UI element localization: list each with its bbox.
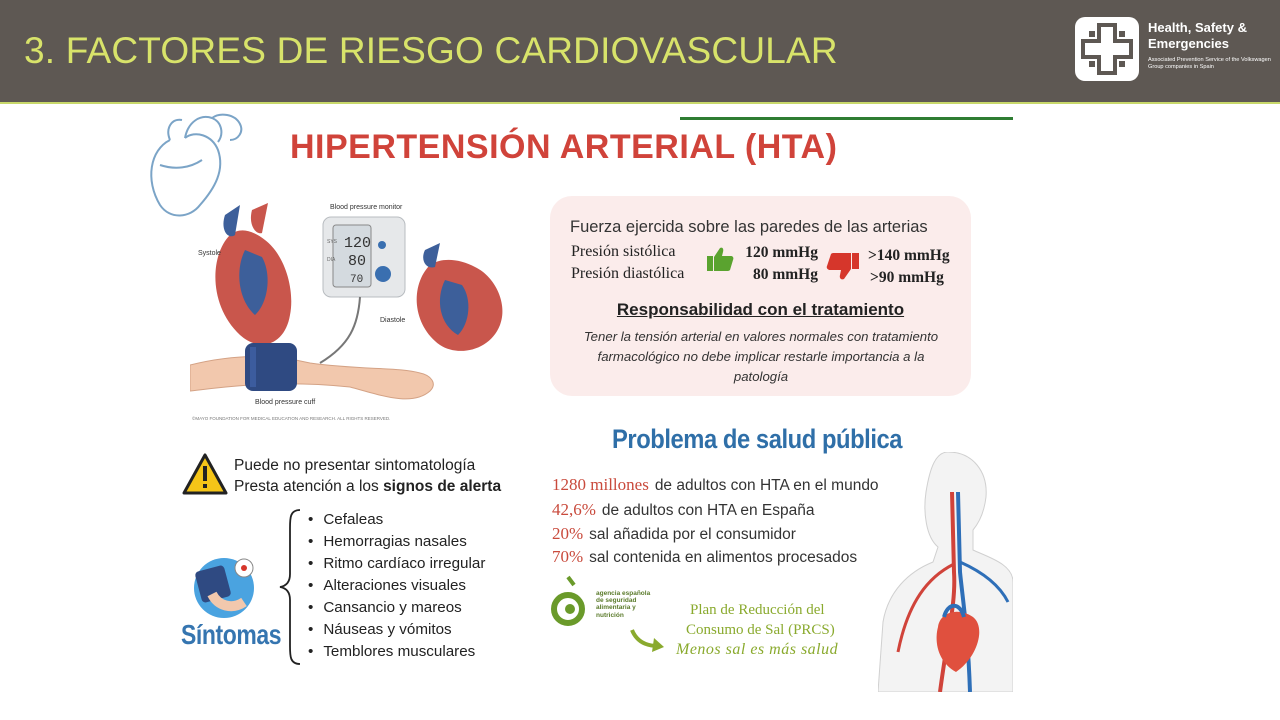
blood-pressure-illustration [190,195,530,425]
stat-value: 70% [552,547,584,566]
list-item: • Ritmo cardíaco irregular [306,553,485,575]
heart-systole-icon [215,203,291,345]
list-item: • Náuseas y vómitos [306,619,485,641]
circulatory-body-illustration [878,452,1013,692]
stat-row [552,524,796,546]
brand-cross-logo-icon [1075,17,1139,81]
treatment-responsibility-title: Responsabilidad con el tratamiento [616,300,905,319]
brace-icon [278,508,304,666]
title-accent-line [680,117,1013,120]
illustration-copyright: ©MAYO FOUNDATION FOR MEDICAL EDUCATION AND RESEARCH. ALL RIGHTS RESERVED. [192,416,391,421]
slide-title: 3. FACTORES DE RIESGO CARDIOVASCULAR [24,30,838,71]
pressure-info-card [550,196,971,396]
warning-line-2 [234,478,501,496]
stat-text: sal contenida en alimentos procesados [589,549,858,566]
warning-icon [182,453,228,495]
warning-line-2-bold: signos de alerta [383,478,502,495]
stat-text: sal añadida por el consumidor [589,526,796,543]
diastolic-normal-value: 80 mmHg [752,266,818,283]
systolic-normal-value: 120 mmHg [745,244,818,261]
diastolic-label: Presión diastólica [571,265,685,282]
stat-row [552,475,879,497]
plan-line-1: Plan de Reducción del [690,602,825,618]
thumbs-down-icon [826,251,860,281]
systole-label: Systole [198,250,221,257]
warning-line-1: Puede no presentar sintomatología [234,457,476,474]
stat-text: de adultos con HTA en España [601,502,815,519]
stat-row [552,547,857,569]
diastolic-high-value: >90 mmHg [870,269,944,286]
list-item: • Alteraciones visuales [306,575,485,597]
stat-value: 1280 millones [552,475,649,494]
dia-label: DIA [327,257,336,263]
blood-pressure-cuff-icon [192,554,258,620]
brand-subtitle: Associated Prevention Service of the Volkswagen Group companies in Spain [1148,57,1271,70]
sys-label: SYS [327,239,338,245]
brand-name: Health, Safety & Emergencies [1148,20,1247,51]
list-item: • Hemorragias nasales [306,531,485,553]
stat-value: 42,6% [552,500,596,519]
list-item: • Temblores musculares [306,641,485,663]
plan-slogan: Menos sal es más salud [676,641,839,658]
treatment-responsibility-text: Tener la tensión arterial en valores normales con tratamiento farmacológico no debe implicar restarle importancia a la patología [583,329,939,384]
force-text: Fuerza ejercida sobre las paredes de las arterias [570,218,928,236]
symptom-list [306,509,485,663]
sys-reading: 120 [344,235,372,252]
plan-line-2: Consumo de Sal (PRCS) [686,622,835,638]
stat-value: 20% [552,524,584,543]
list-item: • Cefaleas [306,509,485,531]
symptoms-title: Síntomas [181,619,282,650]
stat-row [552,500,814,522]
monitor-label: Blood pressure monitor [330,204,403,211]
list-item: • Cansancio y mareos [306,597,485,619]
warning-line-2-prefix: Presta atención a los [234,478,384,495]
stat-text: de adultos con HTA en el mundo [654,477,879,494]
hta-title: HIPERTENSIÓN ARTERIAL (HTA) [290,128,838,166]
arrow-right-icon [628,626,668,654]
systolic-high-value: >140 mmHg [868,247,950,264]
dia-reading: 80 [348,253,367,270]
cuff-label: Blood pressure cuff [255,399,316,406]
aesan-logo-icon [550,573,590,631]
systolic-label: Presión sistólica [571,243,676,260]
heart-diastole-icon [417,243,503,351]
slide-header [0,0,1280,104]
diastole-label: Diastole [380,317,406,324]
pulse-reading: 70 [350,274,364,286]
public-health-title: Problema de salud pública [612,424,903,454]
aesan-text: agencia española de seguridad alimentaria y nutrición [596,590,651,619]
brand-block [1075,17,1275,81]
